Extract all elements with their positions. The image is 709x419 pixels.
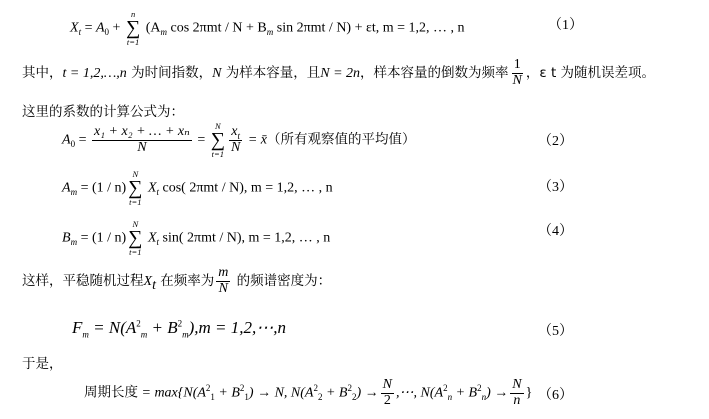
- paragraph-coefficients-intro: 这里的系数的计算公式为：: [22, 104, 184, 120]
- eq6-fraction-n-over-2: $\frac{N}{2}$: [382, 377, 392, 408]
- eq4-number: （4）: [538, 224, 573, 239]
- equation-4: $B_m = (1 / n)$ N ∑ t=1 $X_t$ sin( 2πmt / N), m = 1,2, … , n: [62, 219, 331, 258]
- equation-2: $A_0$ = $\frac{\text{x₁ + x₂ + … + xₙ}}{N}$ = N ∑ t=1 $\frac{x_t}{N}$ = x̄（所有观察值的平均值）: [62, 121, 416, 160]
- paragraph-spectral-density: 这样，平稳随机过程$X_t$ 在频率为 $\frac{m}{N}$ 的频谱密度为：: [22, 265, 332, 296]
- eq3-summation: N ∑ t=1: [128, 169, 143, 208]
- eq2-number: （2）: [538, 134, 573, 149]
- equation-5: $F_m = N(A^2_m + B^2_m),m$ = 1,2,⋯,n: [72, 318, 287, 340]
- eq3-number: （3）: [538, 180, 573, 195]
- eq5-number: （5）: [538, 324, 573, 339]
- eq1-lhs: X: [70, 20, 79, 36]
- eq2-term-fraction: $\frac{x_t}{N}$: [230, 123, 241, 155]
- eq2-summation: N ∑ t=1: [210, 121, 225, 160]
- eq6-fraction-n-over-n: $\frac{N}{n}$: [512, 377, 522, 408]
- equation-1: $X_t = A_0$ + n ∑ t=1 ($A_m$ $\cos 2\pi mt / N + B_m$ sin 2πmt / N) + εt, m = 1,2, … , n: [70, 9, 465, 48]
- eq2-mean-fraction: $\frac{\text{x₁ + x₂ + … + xₙ}}{N}$: [93, 123, 190, 155]
- equation-6: 周期长度 = $\max\{N(A^2_1 + B^2_1) \to N$, $N(A^2_2 + B^2_2)$ → $\frac{N}{2}$ ,⋯, $N(A^2_n + B^2_n)$ → $\frac{N}{n}$ }: [84, 377, 533, 408]
- eq1-summation: n ∑ t=1: [125, 9, 141, 48]
- frequency-m-fraction: $\frac{m}{N}$: [218, 265, 229, 296]
- eq6-number: （6）: [538, 388, 573, 403]
- eq4-summation: N ∑ t=1: [128, 219, 143, 258]
- frequency-fraction: $\frac{1}{N}$: [512, 57, 522, 88]
- equation-3: $A_m = (1 / n)$ N ∑ t=1 $X_t$ cos( 2πmt / N), m = 1,2, … , n: [62, 169, 333, 208]
- eq1-number: （1）: [548, 18, 583, 33]
- paragraph-definitions: 其中，t = 1,2,…,n 为时间指数，N 为样本容量，且N = 2n，样本容量的倒数为频率 $\frac{1}{N}$ ，ε t 为随机误差项。: [22, 57, 656, 88]
- paragraph-therefore: 于是，: [22, 356, 63, 372]
